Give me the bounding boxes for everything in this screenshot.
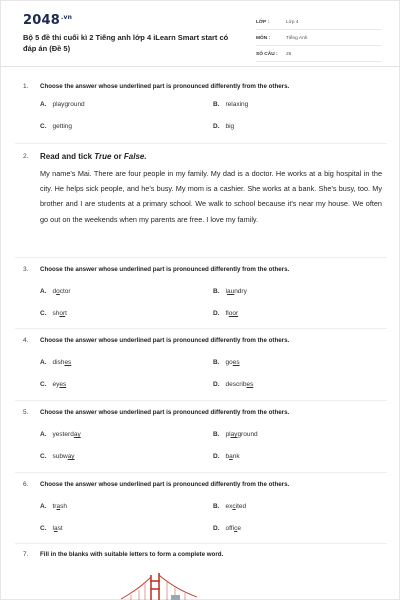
option-d[interactable]: D. office [213, 525, 241, 532]
meta-value: Tiếng Anh [286, 35, 308, 41]
option-a[interactable]: A. trash [40, 503, 67, 510]
question-text: Choose the answer whose underlined part is pronounced differently from the others. [40, 83, 290, 90]
divider [15, 328, 387, 329]
question-number: 2. [23, 153, 29, 160]
question-number: 5. [23, 409, 29, 416]
meta-row-subject [256, 31, 381, 46]
question-text: Choose the answer whose underlined part is pronounced differently from the others. [40, 337, 290, 344]
option-b[interactable]: B. goes [213, 359, 240, 366]
reading-passage: My name's Mai. There are four people in my family. My dad is a doctor. He works at a big hospital in the city. He helps sick people, and he's busy. My mom is a cashier. She works at a bank. She's busy, too. My brother and I are students at a primary school. We walk to school because it's near my house. We often go out on the weekends when my parents are free. I love my family. [40, 169, 382, 224]
option-c[interactable]: C. subway [40, 453, 75, 460]
option-d[interactable]: D. big [213, 123, 235, 130]
question-text: Choose the answer whose underlined part is pronounced differently from the others. [40, 481, 290, 488]
meta-label: LỚP : [256, 19, 270, 25]
meta-info [256, 15, 381, 62]
bridge-image [119, 569, 199, 600]
meta-value: 26 [286, 51, 292, 57]
option-a[interactable]: A. doctor [40, 288, 71, 295]
question-number: 1. [23, 83, 29, 90]
question-text: Choose the answer whose underlined part is pronounced differently from the others. [40, 266, 290, 273]
divider [15, 472, 387, 473]
option-b[interactable]: B. excited [213, 503, 247, 510]
question-number: 6. [23, 481, 29, 488]
option-d[interactable]: D. floor [213, 310, 239, 317]
option-b[interactable]: B. playground [213, 431, 258, 438]
question-text: Fill in the blanks with suitable letters to form a complete word. [40, 551, 224, 558]
divider [15, 543, 387, 544]
meta-value: Lớp 4 [286, 19, 299, 25]
option-d[interactable]: D. describes [213, 381, 254, 388]
option-c[interactable]: C. eyes [40, 381, 67, 388]
logo-main: 2048 [23, 13, 60, 28]
option-b[interactable]: B. laundry [213, 288, 247, 295]
meta-row-count [256, 47, 381, 62]
question-number: 3. [23, 266, 29, 273]
option-a[interactable]: A. playground [40, 101, 85, 108]
divider [15, 143, 387, 144]
option-c[interactable]: C. short [40, 310, 67, 317]
question-text: Choose the answer whose underlined part is pronounced differently from the others. [40, 409, 290, 416]
option-b[interactable]: B. relaxing [213, 101, 249, 108]
document-title: Bộ 5 đề thi cuối kì 2 Tiếng anh lớp 4 iLearn Smart start có đáp án (Đề 5) [23, 33, 229, 53]
option-a[interactable]: A. yesterday [40, 431, 81, 438]
document-header [1, 1, 400, 67]
meta-label: SỐ CÂU : [256, 51, 278, 57]
question-number: 4. [23, 337, 29, 344]
divider [15, 400, 387, 401]
option-c[interactable]: C. getting [40, 123, 73, 130]
logo-suffix: .vn [60, 13, 73, 21]
option-d[interactable]: D. bank [213, 453, 240, 460]
option-a[interactable]: A. dishes [40, 359, 72, 366]
meta-row-grade [256, 15, 381, 30]
divider [15, 257, 387, 258]
meta-label: MÔN : [256, 35, 271, 41]
option-c[interactable]: C. last [40, 525, 63, 532]
site-logo[interactable] [23, 13, 72, 28]
question-number: 7. [23, 551, 29, 558]
question-title: Read and tick True or False. [40, 152, 147, 161]
